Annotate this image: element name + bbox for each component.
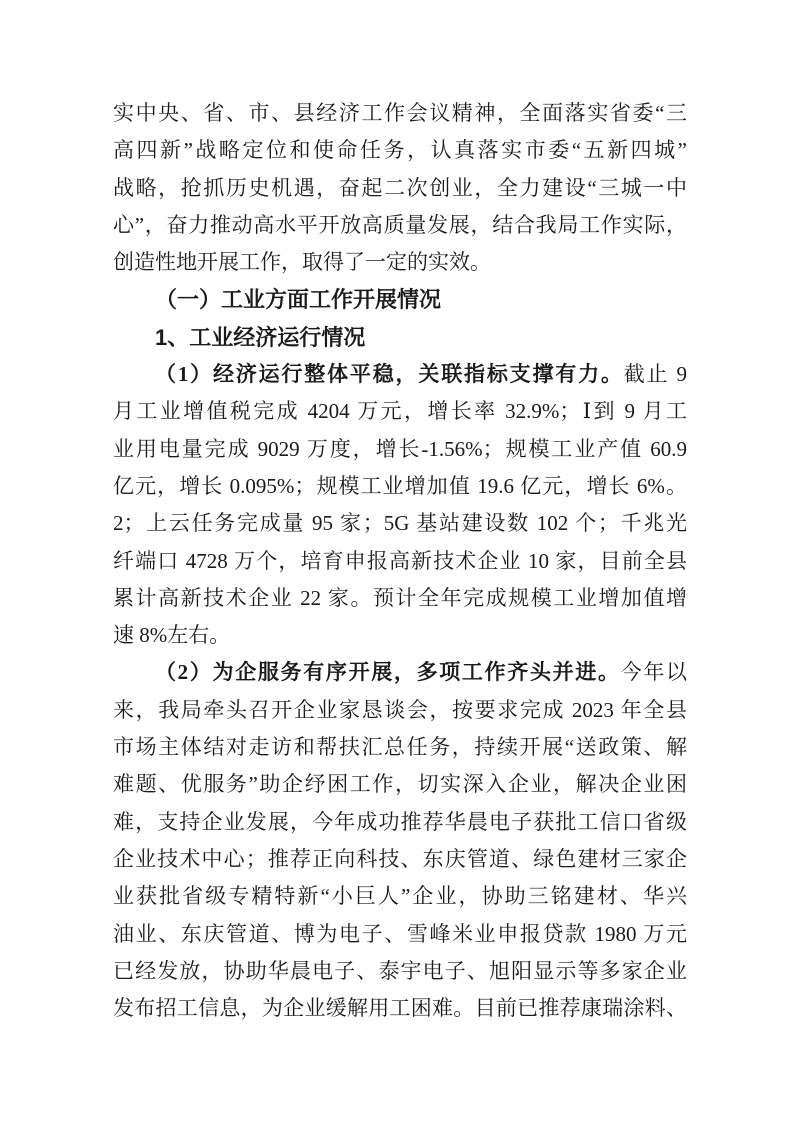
bold-text-segment: 1、工业经济运行情况 [155,324,366,350]
text-line [113,953,687,990]
text-line [113,468,687,505]
text-segment: 难题、优服务”助企纾困工作，切实深入企业，解决企业困 [113,772,687,797]
text-line [113,431,687,468]
text-line [113,505,687,542]
text-line [113,692,687,729]
text-segment: 截止 9 [623,362,687,387]
bold-text-segment: （一）工业方面工作开展情况 [155,287,442,313]
text-segment: 业获批省级专精特新“小巨人”企业，协助三铭建材、华兴 [113,884,687,909]
text-line [113,580,687,617]
text-line [113,617,687,654]
text-segment: 创造性地开展工作，取得了一定的实效。 [113,250,491,275]
text-segment: 今年以 [620,660,687,685]
text-line [113,878,687,915]
text-line [113,170,687,207]
text-line [113,356,687,393]
text-line [113,393,687,430]
text-segment: 油业、东庆管道、博为电子、雪峰米业申报贷款 1980 万元 [113,921,687,946]
text-segment: 难，支持企业发展，今年成功推荐华晨电子获批工信口省级 [113,809,687,834]
text-segment: 高四新”战略定位和使命任务，认真落实市委“五新四城” [113,138,687,163]
text-segment: 心”，奋力推动高水平开放高质量发展，结合我局工作实际， [113,212,687,237]
text-segment: 累计高新技术企业 22 家。预计全年完成规模工业增加值增 [113,585,687,610]
text-line [113,729,687,766]
text-line [113,841,687,878]
text-line [113,990,687,1027]
text-line [113,766,687,803]
text-line [113,804,687,841]
text-line [113,916,687,953]
text-segment: 市场主体结对走访和帮扶汇总任务，持续开展“送政策、解 [113,735,687,760]
text-segment: 已经发放，协助华晨电子、泰宇电子、旭阳显示等多家企业 [113,958,687,983]
text-line [113,132,687,169]
text-segment: 月工业增值税完成 4204 万元，增长率 32.9%；Ⅰ到 9 月工 [113,399,687,424]
text-segment: 纤端口 4728 万个，培育申报高新技术企业 10 家，目前全县 [113,548,687,573]
text-line [113,95,687,132]
bold-text-segment: （1）经济运行整体平稳，关联指标支撑有力。 [155,362,624,387]
text-segment: 发布招工信息，为企业缓解用工困难。目前已推荐康瑞涂料、 [113,996,687,1021]
text-segment: 业用电量完成 9029 万度，增长-1.56%；规模工业产值 60.9 [113,436,687,461]
text-segment: 亿元，增长 0.095%；规模工业增加值 19.6 亿元，增长 6%。 [113,473,687,498]
text-segment: 战略，抢抓历史机遇，奋起二次创业，全力建设“三城一中 [113,175,687,200]
text-block [113,95,687,1027]
text-segment: 企业技术中心；推荐正向科技、东庆管道、绿色建材三家企 [113,846,687,871]
text-segment: 2；上云任务完成量 95 家；5G 基站建设数 102 个；千兆光 [113,511,687,536]
text-line [113,244,687,281]
text-line [113,207,687,244]
heading-line [113,281,687,318]
text-segment: 来，我局牵头召开企业家恳谈会，按要求完成 2023 年全县 [113,697,687,722]
text-line [113,543,687,580]
text-segment: 实中央、省、市、县经济工作会议精神，全面落实省委“三 [113,101,687,125]
text-line [113,654,687,691]
text-segment: 速 8%左右。 [113,623,231,648]
heading-line [113,319,687,356]
bold-text-segment: （2）为企服务有序开展，多项工作齐头并进。 [155,660,621,685]
